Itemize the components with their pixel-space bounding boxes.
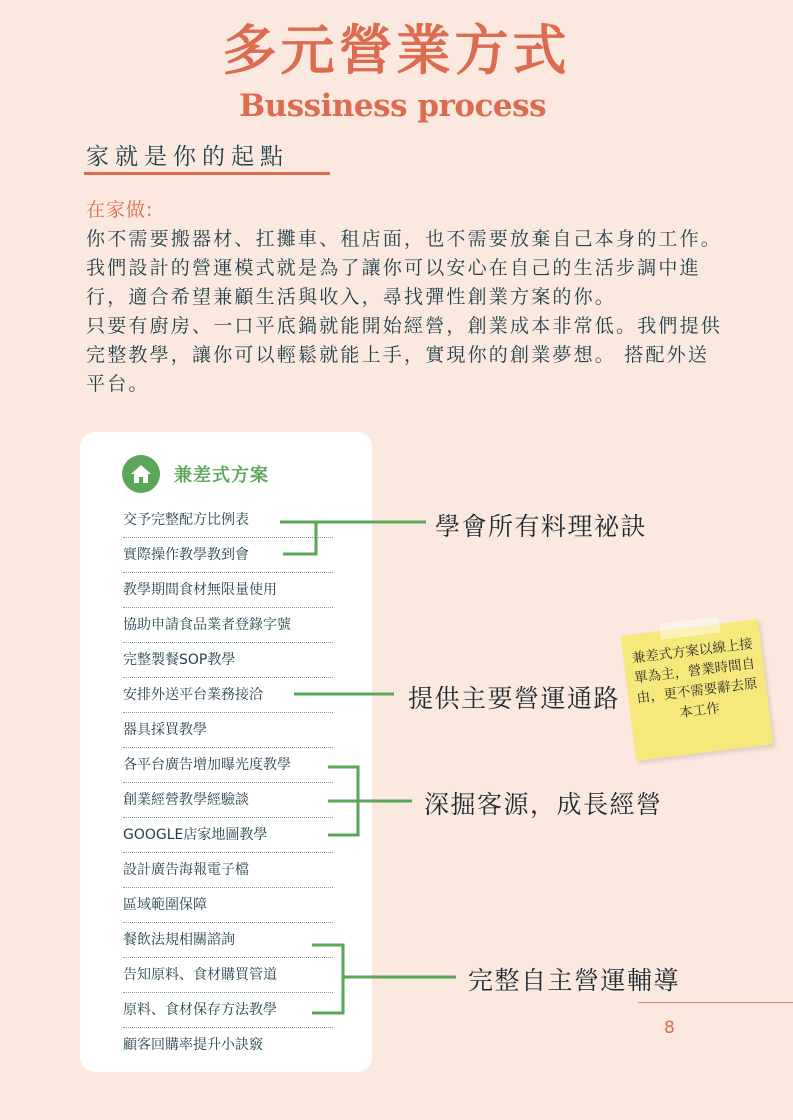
list-item: 交予完整配方比例表	[123, 503, 333, 538]
footer-divider	[638, 1002, 793, 1003]
list-item: 顧客回購率提升小訣竅	[123, 1037, 263, 1053]
list-item: 協助申請食品業者登錄字號	[123, 608, 333, 643]
list-item: 原料、食材保存方法教學	[123, 993, 333, 1028]
sticky-note: 兼差式方案以線上接單為主，營業時間自由，更不需要辭去原本工作	[621, 619, 773, 761]
list-item: 教學期間食材無限量使用	[123, 573, 333, 608]
callout-guidance: 完整自主營運輔導	[468, 966, 681, 995]
callout-recipes: 學會所有料理祕訣	[435, 512, 648, 541]
list-item: 設計廣告海報電子檔	[123, 853, 333, 888]
page-number: 8	[664, 1018, 675, 1038]
list-item: 完整製餐SOP教學	[123, 643, 333, 678]
page-subtitle: Bussiness process	[238, 88, 547, 124]
list-item: 告知原料、食材購買管道	[123, 958, 333, 993]
intro-paragraph: 只要有廚房、一口平底鍋就能開始經營，創業成本非常低。我們提供完整教學，讓你可以輕鬆就能上手，實現你的創業夢想。 搭配外送平台。	[86, 315, 723, 395]
callout-customers: 深掘客源，成長經營	[424, 790, 663, 819]
plan-card-title: 兼差式方案	[174, 465, 269, 486]
intro-paragraph: 我們設計的營運模式就是為了讓你可以安心在自己的生活步調中進行，適合希望兼顧生活與收入，尋找彈性創業方案的你。	[86, 257, 701, 308]
list-item: 器具採買教學	[123, 713, 333, 748]
list-item: 餐飲法規相關諮詢	[123, 923, 333, 958]
section-heading: 家就是你的起點	[86, 144, 289, 170]
list-item: 安排外送平台業務接洽	[123, 678, 333, 713]
list-item: 各平台廣告增加曝光度教學	[123, 748, 333, 783]
page-title: 多元營業方式	[222, 19, 571, 82]
callout-channels: 提供主要營運通路	[408, 684, 621, 713]
list-item: GOOGLE店家地圖教學	[123, 818, 333, 853]
list-item: 區域範圍保障	[123, 888, 333, 923]
list-item: 創業經營教學經驗談	[123, 783, 333, 818]
intro-label: 在家做:	[86, 199, 154, 221]
list-item: 實際操作教學教到會	[123, 538, 333, 573]
intro-paragraph: 你不需要搬器材、扛攤車、租店面，也不需要放棄自己本身的工作。	[86, 228, 723, 250]
